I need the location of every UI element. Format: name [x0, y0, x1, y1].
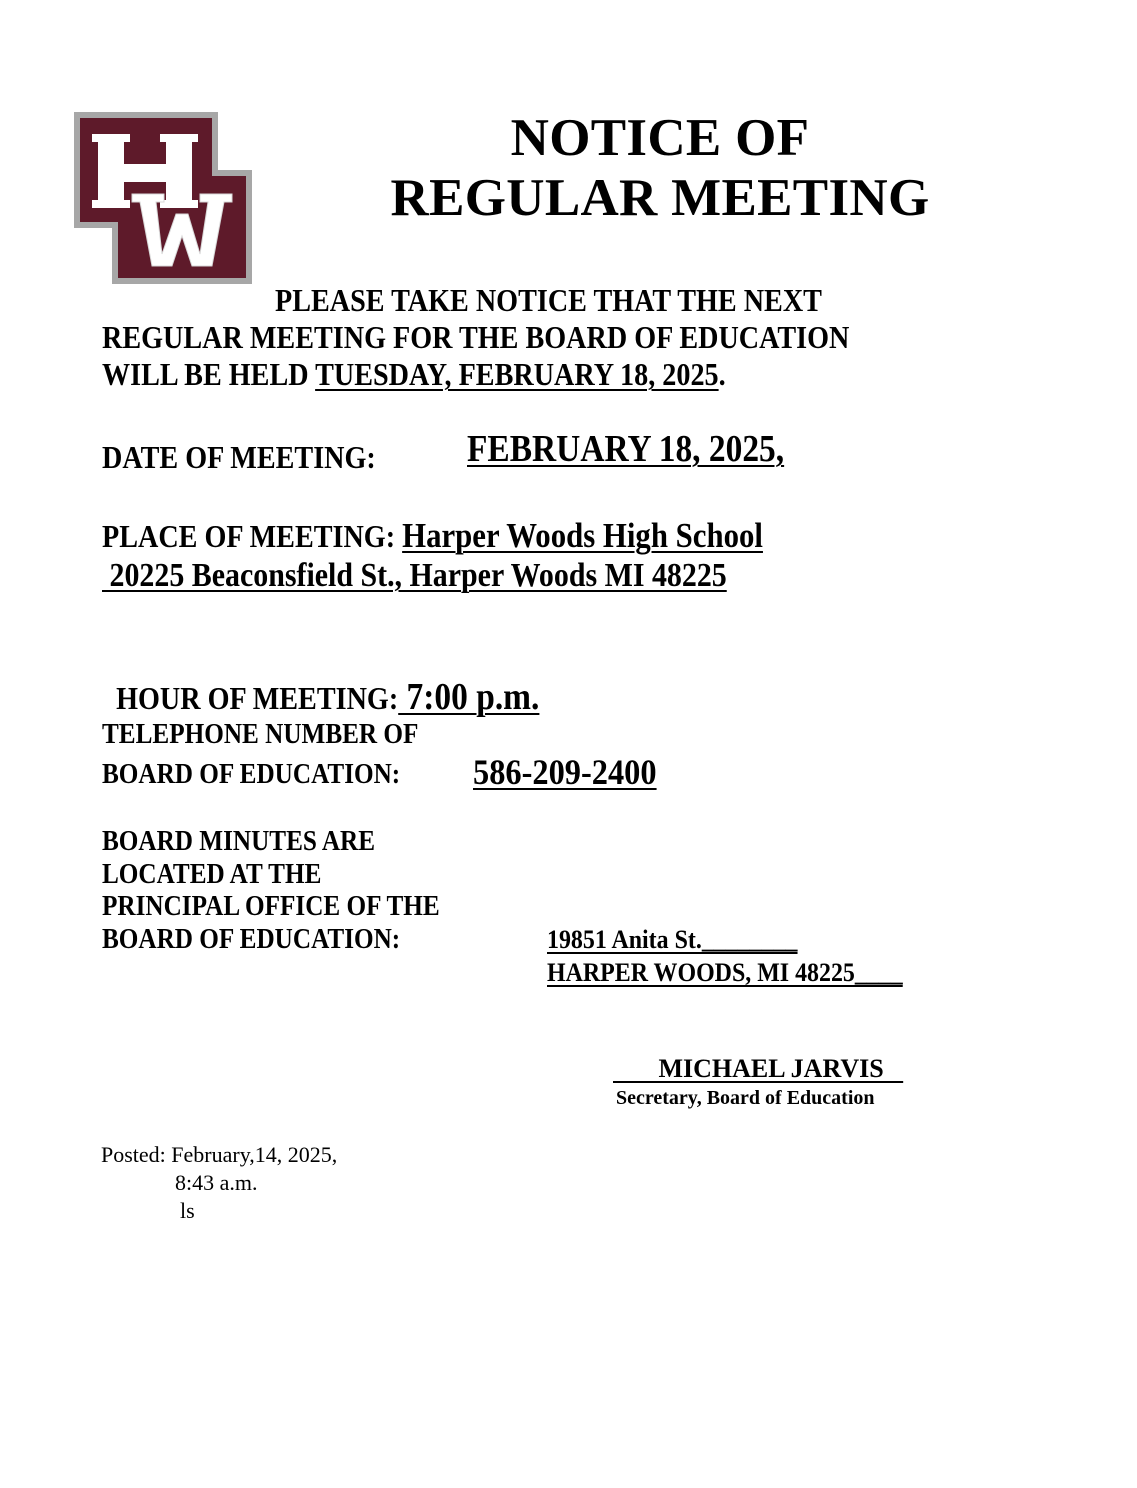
intro-prefix: WILL BE HELD [102, 356, 316, 392]
signature-title: Secretary, Board of Education [616, 1087, 875, 1109]
minutes-label-line: LOCATED AT THE [102, 858, 322, 890]
signature-name: MICHAEL JARVIS [613, 1054, 904, 1083]
hour-of-meeting-value: 7:00 p.m. [398, 676, 540, 718]
intro-line-3 [102, 355, 726, 393]
intro-line-2: REGULAR MEETING FOR THE BOARD OF EDUCATION [102, 319, 850, 355]
page-title [370, 108, 950, 228]
place-of-meeting-row [102, 517, 763, 555]
posted-date: Posted: February,14, 2025, [101, 1142, 338, 1167]
office-address-line-2: HARPER WOODS, MI 48225____ [547, 958, 903, 987]
intro-suffix: . [718, 356, 726, 392]
hw-logo-icon [72, 110, 254, 286]
place-of-meeting-address: 20225 Beaconsfield St., Harper Woods MI 48225 [102, 557, 727, 594]
school-logo [72, 110, 254, 286]
office-address-line-1: 19851 Anita St.________ [547, 925, 798, 954]
telephone-label-line-1: TELEPHONE NUMBER OF [102, 719, 419, 750]
posted-time: 8:43 a.m. [175, 1170, 258, 1195]
intro-line-1: PLEASE TAKE NOTICE THAT THE NEXT [275, 282, 822, 318]
hour-of-meeting-row [102, 640, 539, 717]
meeting-weekday-date: TUESDAY, FEBRUARY 18, 2025 [315, 356, 719, 392]
place-of-meeting-name: Harper Woods High School [402, 516, 763, 555]
date-of-meeting-value: FEBRUARY 18, 2025, [467, 428, 785, 470]
minutes-label-line: BOARD MINUTES ARE [102, 826, 376, 857]
title-line-1: NOTICE OF [510, 109, 810, 167]
hour-of-meeting-label: HOUR OF MEETING: [116, 680, 399, 716]
minutes-label-line: PRINCIPAL OFFICE OF THE [102, 891, 440, 922]
place-of-meeting-label: PLACE OF MEETING: [102, 518, 403, 554]
date-of-meeting-label: DATE OF MEETING: [102, 439, 376, 475]
minutes-label-line: BOARD OF EDUCATION: [102, 923, 401, 955]
minutes-label [102, 826, 440, 956]
posted-initials: ls [180, 1198, 195, 1223]
telephone-label-line-2: BOARD OF EDUCATION: [102, 759, 401, 790]
telephone-number: 586-209-2400 [473, 752, 657, 792]
title-line-2: REGULAR MEETING [390, 169, 930, 227]
